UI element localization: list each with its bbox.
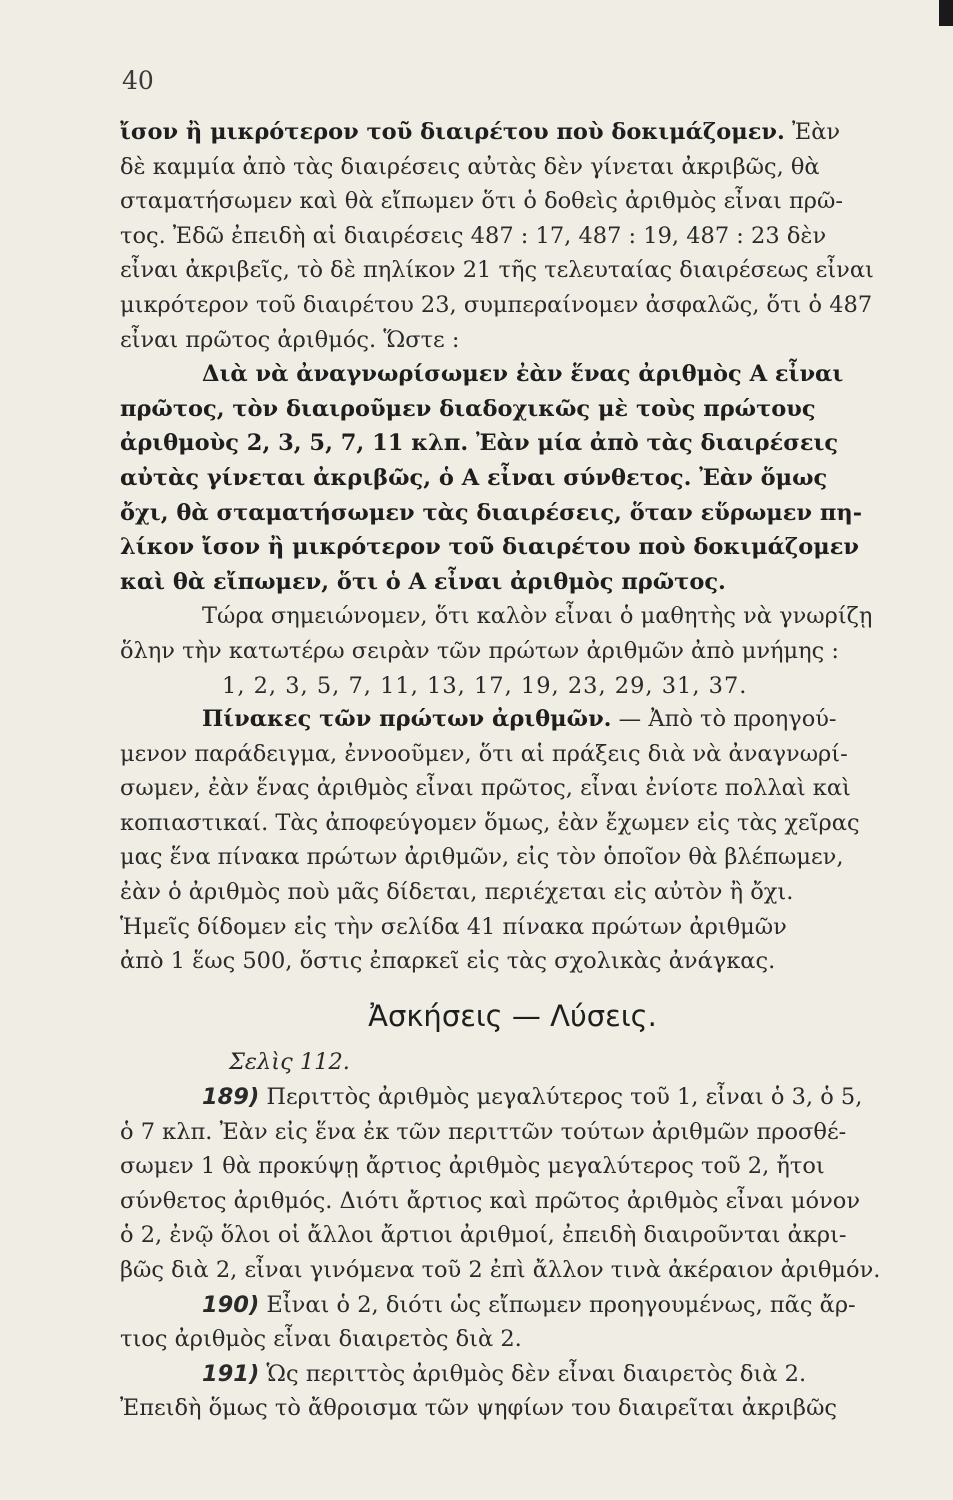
text-line xyxy=(120,705,905,740)
text-line xyxy=(120,1083,905,1118)
text-line xyxy=(120,568,905,603)
section-heading: Ἀσκήσεις — Λύσεις. xyxy=(368,999,657,1033)
bold-text: ἀριθμοὺς 2, 3, 5, 7, 11 κλπ. Ἐὰν μία ἀπὸ τὰς διαιρέσεις xyxy=(120,430,839,457)
page-reference: Σελὶς 112. xyxy=(229,1049,350,1075)
text-line xyxy=(120,222,905,257)
plain-text: Εἶναι ὁ 2, διότι ὡς εἴπωμεν προηγουμένως, πᾶς ἄρ- xyxy=(259,1291,856,1318)
plain-text: ὁ 7 κλπ. Ἐὰν εἰς ἕνα ἐκ τῶν περιττῶν τούτων ἀριθμῶν προσθέ- xyxy=(120,1118,847,1145)
text-line xyxy=(120,843,905,878)
bold-text: λίκον ἴσον ἢ μικρότερον τοῦ διαιρέτου ποὺ δοκιμάζομεν xyxy=(120,534,860,561)
plain-text: ἐὰν ὁ ἀριθμὸς ποὺ μᾶς δίδεται, περιέχεται εἰς αὐτὸν ἢ ὄχι. xyxy=(120,878,794,905)
scan-corner-mark xyxy=(939,0,953,26)
text-line xyxy=(120,1325,905,1360)
plain-text: δὲ καμμία ἀπὸ τὰς διαιρέσεις αὐτὰς δὲν γίνεται ἀκριβῶς, θὰ xyxy=(120,153,820,180)
text-line xyxy=(120,326,905,361)
text-line xyxy=(120,1256,905,1291)
plain-text: Ἡμεῖς δίδομεν εἰς τὴν σελίδα 41 πίνακα πρώτων ἀριθμῶν xyxy=(120,913,787,940)
exercise-number: 190) xyxy=(202,1291,260,1318)
text-line xyxy=(120,809,905,844)
plain-text: τος. Ἐδῶ ἐπειδὴ αἱ διαιρέσεις 487 : 17, 487 : 19, 487 : 23 δὲν xyxy=(120,222,827,249)
plain-text: σταματήσωμεν καὶ θὰ εἴπωμεν ὅτι ὁ δοθεὶς ἀριθμὸς εἶναι πρῶ- xyxy=(120,188,843,215)
text-line xyxy=(120,118,905,153)
text-line xyxy=(120,153,905,188)
bold-text: αὐτὰς γίνεται ἀκριβῶς, ὁ Α εἶναι σύνθετος. Ἐὰν ὅμως xyxy=(120,464,828,491)
plain-text: Περιττὸς ἀριθμὸς μεγαλύτερος τοῦ 1, εἶναι ὁ 3, ὁ 5, xyxy=(259,1084,863,1110)
text-line xyxy=(120,360,905,395)
text-line xyxy=(120,947,905,982)
text-line xyxy=(120,1291,905,1326)
bold-text: καὶ θὰ εἴπωμεν, ὅτι ὁ Α εἶναι ἀριθμὸς πρῶτος. xyxy=(120,568,726,595)
text-line xyxy=(120,1152,905,1187)
text-line xyxy=(120,913,905,948)
plain-text: σύνθετος ἀριθμός. Διότι ἄρτιος καὶ πρῶτος ἀριθμὸς εἶναι μόνον xyxy=(120,1187,861,1214)
text-line xyxy=(120,256,905,291)
plain-text: εἶναι πρῶτος ἀριθμός. Ὥστε : xyxy=(120,326,460,353)
plain-text: ὅλην τὴν κατωτέρω σειρὰν τῶν πρώτων ἀριθμῶν ἀπὸ μνήμης : xyxy=(120,637,839,664)
text-line xyxy=(120,1360,905,1395)
text-line xyxy=(120,187,905,222)
exercise-number: 189) xyxy=(202,1084,260,1110)
bold-text: ἴσον ἢ μικρότερον τοῦ διαιρέτου ποὺ δοκιμάζομεν. xyxy=(120,119,785,145)
plain-text: μας ἕνα πίνακα πρώτων ἀριθμῶν, εἰς τὸν ὁποῖον θὰ βλέπωμεν, xyxy=(120,844,844,871)
bold-text: πρῶτος, τὸν διαιροῦμεν διαδοχικῶς μὲ τοὺς πρώτους xyxy=(120,395,816,422)
text-line xyxy=(120,1187,905,1222)
plain-text: βῶς διὰ 2, εἶναι γινόμενα τοῦ 2 ἐπὶ ἄλλον τινὰ ἀκέραιον ἀριθμόν. xyxy=(120,1256,881,1283)
text-line xyxy=(120,1394,905,1429)
text-line xyxy=(120,637,905,672)
plain-text: σωμεν 1 θὰ προκύψῃ ἄρτιος ἀριθμὸς μεγαλύτερος τοῦ 2, ἤτοι xyxy=(120,1153,825,1180)
text-line xyxy=(120,429,905,464)
text-line xyxy=(120,395,905,430)
plain-text: Ἐὰν xyxy=(784,119,841,145)
plain-text: εἶναι ἀκριβεῖς, τὸ δὲ πηλίκον 21 τῆς τελευταίας διαιρέσεως εἶναι xyxy=(120,257,874,284)
plain-text: ἀπὸ 1 ἕως 500, ὅστις ἐπαρκεῖ εἰς τὰς σχολικὰς ἀνάγκας. xyxy=(120,948,776,975)
text-line xyxy=(120,878,905,913)
plain-text: μικρότερον τοῦ διαιρέτου 23, συμπεραίνομεν ἀσφαλῶς, ὅτι ὁ 487 xyxy=(120,291,873,318)
plain-text: σωμεν, ἐὰν ἕνας ἀριθμὸς εἶναι πρῶτος, εἶναι ἐνίοτε πολλαὶ καὶ xyxy=(120,775,851,802)
plain-text: — Ἀπὸ τὸ προηγού- xyxy=(611,706,837,732)
plain-text: μενον παράδειγμα, ἐννοοῦμεν, ὅτι αἱ πράξεις διὰ νὰ ἀναγνωρί- xyxy=(120,740,848,767)
plain-text: Τώρα σημειώνομεν, ὅτι καλὸν εἶναι ὁ μαθητὴς νὰ γνωρίζῃ xyxy=(202,603,873,630)
plain-text: Ὡς περιττὸς ἀριθμὸς δὲν εἶναι διαιρετὸς διὰ 2. xyxy=(259,1360,807,1387)
text-line xyxy=(120,291,905,326)
exercise-number: 191) xyxy=(202,1360,260,1387)
plain-text: τιος ἀριθμὸς εἶναι διαιρετὸς διὰ 2. xyxy=(120,1326,522,1353)
text-line xyxy=(120,499,905,534)
primes-list xyxy=(120,672,905,702)
bold-text: Διὰ νὰ ἀναγνωρίσωμεν ἐὰν ἕνας ἀριθμὸς Α εἶναι xyxy=(202,361,844,388)
text-line xyxy=(120,533,905,568)
text-line xyxy=(120,740,905,775)
upper-text-block xyxy=(120,118,905,672)
bold-text: ὄχι, θὰ σταματήσωμεν τὰς διαιρέσεις, ὅταν εὕρωμεν πη- xyxy=(120,499,863,526)
primes-row: 1, 2, 3, 5, 7, 11, 13, 17, 19, 23, 29, 31, 37. xyxy=(222,673,748,699)
text-line xyxy=(120,464,905,499)
plain-text: ὁ 2, ἐνῷ ὅλοι οἱ ἄλλοι ἄρτιοι ἀριθμοί, ἐπειδὴ διαιροῦνται ἀκρι- xyxy=(120,1222,847,1249)
text-line xyxy=(120,1118,905,1153)
page-number: 40 xyxy=(122,66,154,95)
exercises-block xyxy=(120,1083,905,1429)
bold-text: Πίνακες τῶν πρώτων ἀριθμῶν. xyxy=(202,706,612,732)
text-line xyxy=(120,602,905,637)
plain-text: κοπιαστικαί. Τὰς ἀποφεύγομεν ὅμως, ἐὰν ἔχωμεν εἰς τὰς χεῖρας xyxy=(120,809,860,836)
plain-text: Ἐπειδὴ ὅμως τὸ ἄθροισμα τῶν ψηφίων του διαιρεῖται ἀκριβῶς xyxy=(120,1395,838,1422)
text-line xyxy=(120,774,905,809)
text-line xyxy=(120,1221,905,1256)
tables-section xyxy=(120,705,905,982)
